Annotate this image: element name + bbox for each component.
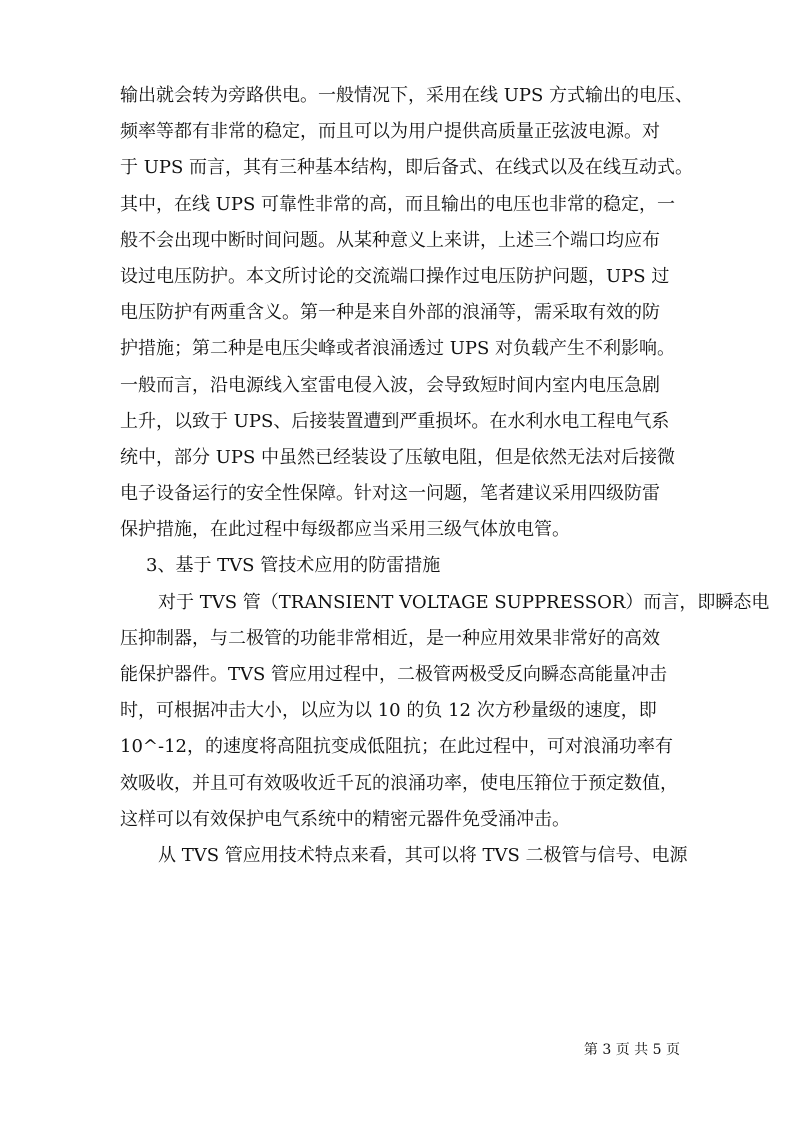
paragraph-line: 这样可以有效保护电气系统中的精密元器件免受涌冲击。 bbox=[120, 808, 570, 830]
paragraph-line: 从 TVS 管应用技术特点来看，其可以将 TVS 二极管与信号、电源 bbox=[158, 844, 688, 866]
paragraph-line: 频率等都有非常的稳定，而且可以为用户提供高质量正弦波电源。对 bbox=[120, 121, 660, 143]
section-heading: 3、基于 TVS 管技术应用的防雷措施 bbox=[146, 555, 441, 577]
paragraph-line: 保护措施，在此过程中每级都应当采用三级气体放电管。 bbox=[120, 519, 570, 541]
paragraph-line: 输出就会转为旁路供电。一般情况下，采用在线 UPS 方式输出的电压、 bbox=[120, 85, 694, 106]
paragraph-line: 般不会出现中断时间问题。从某种意义上来讲，上述三个端口均应布 bbox=[120, 229, 660, 251]
paragraph-line: 电压防护有两重含义。第一种是来自外部的浪涌等，需采取有效的防 bbox=[120, 302, 660, 324]
page-number: 第 3 页 共 5 页 bbox=[583, 1042, 680, 1058]
paragraph-line: 效吸收，并且可有效吸收近千瓦的浪涌功率，使电压箝位于预定数值， bbox=[120, 772, 678, 794]
paragraph-line: 一般而言，沿电源线入室雷电侵入波，会导致短时间内室内电压急剧 bbox=[120, 374, 660, 396]
paragraph-line: 电子设备运行的安全性保障。针对这一问题，笔者建议采用四级防雷 bbox=[120, 483, 660, 505]
body-text bbox=[120, 78, 770, 874]
paragraph-line: 其中，在线 UPS 可靠性非常的高，而且输出的电压也非常的稳定，一 bbox=[120, 193, 676, 215]
paragraph-line: 时，可根据冲击大小，以应为以 10 的负 12 次方秒量级的速度，即 bbox=[120, 700, 657, 722]
paragraph-line: 统中，部分 UPS 中虽然已经装设了压敏电阻，但是依然无法对后接微 bbox=[120, 446, 676, 468]
paragraph-line: 于 UPS 而言，其有三种基本结构，即后备式、在线式以及在线互动式。 bbox=[120, 157, 694, 179]
paragraph-line: 压抑制器，与二极管的功能非常相近，是一种应用效果非常好的高效 bbox=[120, 627, 660, 649]
paragraph-line: 能保护器件。TVS 管应用过程中，二极管两极受反向瞬态高能量冲击 bbox=[120, 664, 668, 685]
paragraph-line: 对于 TVS 管（TRANSIENT VOLTAGE SUPPRESSOR）而言，即瞬态电 bbox=[158, 591, 770, 613]
paragraph-line: 上升，以致于 UPS、后接装置遭到严重损坏。在水利水电工程电气系 bbox=[120, 410, 670, 432]
paragraph-line: 设过电压防护。本文所讨论的交流端口操作过电压防护问题，UPS 过 bbox=[120, 265, 670, 287]
paragraph-line: 护措施；第二种是电压尖峰或者浪涌透过 UPS 对负载产生不利影响。 bbox=[120, 338, 676, 360]
paragraph-line: 10^-12，的速度将高阻抗变成低阻抗；在此过程中，可对浪涌功率有 bbox=[120, 736, 673, 758]
